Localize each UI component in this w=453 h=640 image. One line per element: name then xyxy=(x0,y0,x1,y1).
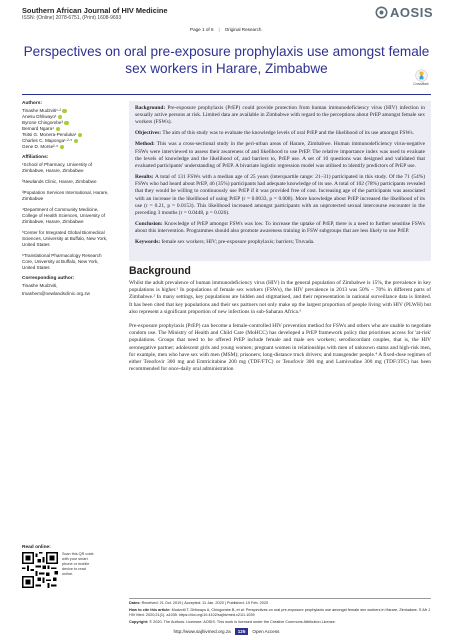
abstract-method xyxy=(135,141,425,170)
qr-code-icon[interactable] xyxy=(22,552,58,588)
page-strip-divider: | xyxy=(218,27,220,32)
journal-issn: ISSN: (Online) 2078-6751, (Print) 1608-9693 xyxy=(22,15,122,21)
author-name: Charles C. Maponga¹·²·⁵ xyxy=(22,138,73,143)
body-text xyxy=(129,280,431,380)
affiliations-block xyxy=(22,155,110,271)
abstract-keywords xyxy=(135,239,425,246)
author-name: Anesu Dhliwayo¹ xyxy=(22,114,57,119)
aosis-logo-icon xyxy=(375,6,388,19)
affiliation-item: ⁵Center for Integrated Global Biomedical Sciences, University at Buffalo, New York, United States xyxy=(22,230,108,247)
meta-label: How to cite this article: xyxy=(129,608,171,612)
authors-heading: Authors: xyxy=(22,101,42,106)
corresponding-email-link[interactable]: tmashem@newlandsclinic.org.zw xyxy=(22,291,90,296)
abstract-text: A total of 131 FSWs with a median age of 25 years (interquartile range: 21–31) participated in this study. Of the 71 (54%) FSWs who had heard about PrEP, 46 (35%) participants had adequate knowledge of its use. A total of 102 (78%) participants revealed that they would be willing to continuously use PrEP if it was provided free of cost. Increasing age of the participants was associated with an increase in the likelihood of using PrEP (r = 0.0033, p = 0.008). More knowledge about PrEP increased the likelihood of its use (r = 0.21, p = 0.0153). This likelihood increased amongst participants with an unprotected sexual intercourse encounter in the preceding 3 months (r = 0.0448, p = 0.026). xyxy=(135,174,425,217)
journal-title: Southern African Journal of HIV Medicine xyxy=(22,6,168,15)
orcid-icon[interactable] xyxy=(78,133,83,138)
publisher-logo xyxy=(375,6,433,19)
article-title: Perspectives on oral pre-exposure prophylaxis use amongst female sex workers in Harare, Zimbabwe xyxy=(23,44,430,76)
article-type: Original Research xyxy=(224,27,262,32)
crossmark-icon xyxy=(415,69,428,82)
author-name: Byrone Chingombe³ xyxy=(22,120,63,125)
publisher-name: AOSIS xyxy=(390,5,433,20)
abstract-conclusion xyxy=(135,221,425,235)
orcid-icon[interactable] xyxy=(74,139,79,144)
article-meta xyxy=(129,598,431,627)
abstract-label: Objectives: xyxy=(135,130,162,137)
meta-text: Received: 21 Oct. 2019 | Accepted: 11 Jan. 2020 | Published: 19 Feb. 2020 xyxy=(141,601,269,605)
abstract-text: This was a cross-sectional study in the peri-urban areas of Harare, Zimbabwe. Human immunodeficiency virus-negative FSWs were interviewed to assess their awareness of and likelihood to use PrEP. The relative importance index was used to evaluate the levels of knowledge and the likelihood of, and barriers to, PrEP use. A set of 10 questions was designed and validated that evaluated participants' understanding of PrEP. A bivariate logistic regression model was utilised to identify predictors of PrEP use. xyxy=(135,141,425,170)
abstract-results xyxy=(135,174,425,217)
meta-citation xyxy=(129,608,431,618)
abstract-label: Method: xyxy=(135,141,155,148)
affiliations-heading: Affiliations: xyxy=(22,155,49,160)
author-name: Tsitsi G. Monera-Penduka¹ xyxy=(22,132,77,137)
abstract-text: The aim of this study was to evaluate the knowledge levels of oral PrEP and the likelihood of its use amongst FSWs. xyxy=(162,130,414,137)
title-rule xyxy=(22,94,431,95)
corresponding-block xyxy=(22,276,110,297)
crossmark-label: CrossMark xyxy=(413,82,429,86)
qr-row xyxy=(22,552,110,588)
meta-text: Mudzviti T, Dhliwayo A, Chingombe B, et al. Perspectives on oral pre-exposure prophylaxis use amongst female sex workers in Harare, Zimbabwe. S Afr J HIV Med. 2020;21(1), a1039. https://doi.org/10.4102/sajhivmed.v21i1.1039 xyxy=(129,608,431,617)
page-number: Page 1 of 6 xyxy=(190,27,214,32)
orcid-icon[interactable] xyxy=(64,121,69,126)
body-paragraph: Pre-exposure prophylaxis (PrEP) can become a female-controlled HIV prevention method for FSWs and others who are unable to negotiate condom use. The Ministry of Health and Child Care (MoHCC) has developed a PrEP framework policy that prioritises access for 'at-risk' populations. Groups that need to be offered PrEP include female and male sex workers; serodiscordant couples, that is, the HIV seronegative partner; adolescent girls and young women; pregnant women in relationships with men of unknown status and high-risk men, for example, men who have sex with men (MSM); prisoners; long-distance truck drivers; and transgender people.⁴ A fixed-dose regimen of either Tenofovir 300 mg and Emtricitabine 200 mg (TDF/FTC) or Tenofovir 300 mg and Lamivudine 300 mg (TDF/3TC) has been recommended for once-daily oral administration xyxy=(129,323,431,373)
crossmark-badge[interactable] xyxy=(410,69,432,86)
abstract-text: Pre-exposure prophylaxis (PrEP) could provide protection from human immunodeficiency virus (HIV) infection in sexually active persons at risk. Limited data are available in Zimbabwe with regard to the perceptions about PrEP amongst female sex workers (FSWs). xyxy=(135,105,425,126)
footer-url-link[interactable]: http://www.sajhivmed.org.za xyxy=(173,629,231,634)
qr-caption: Scan this QR code with your smart phone or mobile device to read online. xyxy=(62,552,94,576)
section-heading: Background xyxy=(129,265,191,277)
footer-page-number: 125 xyxy=(235,628,249,635)
affiliation-item: ⁴Department of Community Medicine, College of Health Sciences, University of Zimbabwe, Harare, Zimbabwe xyxy=(22,207,105,224)
page-strip xyxy=(190,27,261,32)
footer-access: Open Access xyxy=(252,629,280,634)
affiliation-item: ⁶Translational Pharmacology Research Core, University at Buffalo, New York, United States xyxy=(22,253,102,270)
page-footer xyxy=(0,628,453,635)
meta-dates xyxy=(129,601,431,606)
meta-copyright xyxy=(129,620,431,625)
abstract-label: Keywords: xyxy=(135,239,161,246)
author-name: Tinashe Mudzviti¹·² xyxy=(22,108,61,113)
abstract-background xyxy=(135,105,425,127)
abstract-label: Background: xyxy=(135,105,166,111)
abstract-box xyxy=(129,101,431,261)
author-item[interactable] xyxy=(22,144,110,150)
meta-label: Dates: xyxy=(129,601,141,605)
abstract-label: Conclusion: xyxy=(135,221,163,228)
abstract-objectives xyxy=(135,130,425,137)
author-sidebar xyxy=(22,101,110,302)
affiliation-item: ¹School of Pharmacy, University of Zimbabwe, Harare, Zimbabwe xyxy=(22,162,93,173)
author-name: Gene D. Morse²·⁶ xyxy=(22,144,59,149)
orcid-icon[interactable] xyxy=(58,115,63,120)
corresponding-heading: Corresponding author: xyxy=(22,276,75,281)
affiliation-item: ²Newlands Clinic, Harare, Zimbabwe xyxy=(22,179,97,184)
affiliation-item: ³Population Services International, Harare, Zimbabwe xyxy=(22,190,109,201)
orcid-icon[interactable] xyxy=(62,109,67,114)
abstract-text: Knowledge of PrEP amongst FSWs was low. To increase the uptake of PrEP, there is a need to further sensitise FSWs about this intervention. Programmes should also promote awareness training in FSW subgroups that are less likely to use PrEP. xyxy=(135,221,425,235)
body-paragraph: Whilst the adult prevalence of human immunodeficiency virus (HIV) in the general population of Zimbabwe is 15%, the prevalence in key populations is higher.¹ In populations of female sex workers (FSWs), the HIV prevalence in 2013 was 50% – 70% in different parts of Zimbabwe.² In many settings, key populations are hidden and stigmatised, and their representation in national surveillance data is limited. It has been cited that key populations and their sex partners not only make up the largest proportion of people living with HIV (PLWH) but also represent a significant proportion of new infections in sub-Saharan Africa.³ xyxy=(129,280,431,315)
abstract-label: Results: xyxy=(135,174,154,181)
journal-header xyxy=(22,6,322,22)
meta-text: © 2020. The Authors. Licensee: AOSIS. This work is licensed under the Creative Commons Attribution License. xyxy=(149,620,336,624)
abstract-text: female sex workers; HIV; pre-exposure prophylaxis; barriers; Truvada. xyxy=(161,239,315,246)
read-online-heading: Read online: xyxy=(22,545,51,550)
authors-block xyxy=(22,101,110,150)
corresponding-name: Tinashe Mudzviti, xyxy=(22,283,58,288)
orcid-icon[interactable] xyxy=(60,145,65,150)
meta-label: Copyright: xyxy=(129,620,149,624)
author-name: Bernard Ngara⁴ xyxy=(22,126,55,131)
read-online-block xyxy=(22,545,110,588)
orcid-icon[interactable] xyxy=(56,127,61,132)
